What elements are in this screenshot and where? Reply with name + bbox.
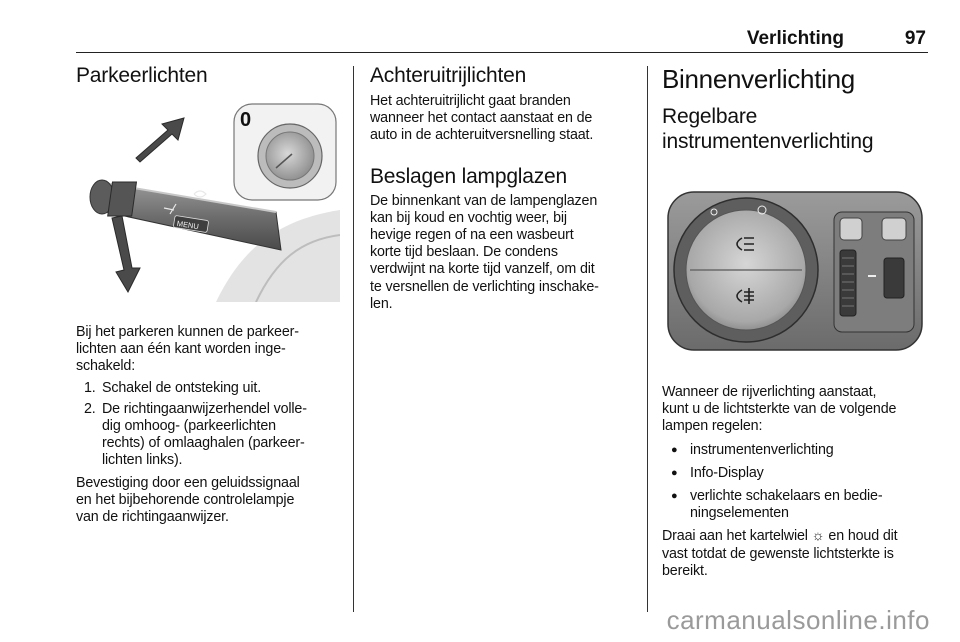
- list-item: [662, 465, 930, 482]
- confirmation-text: [76, 475, 340, 527]
- text-line: verlichte schakelaars en bedie-: [690, 488, 883, 505]
- text-line: Info-Display: [690, 464, 764, 481]
- section-heading-reverse-lights: Achteruitrijlichten: [370, 64, 527, 87]
- subheading-dimmable-instrument-lighting: [662, 104, 930, 154]
- step-number: 1.: [84, 379, 96, 396]
- arrow-down-icon: [112, 216, 140, 292]
- text-line: dig omhoog- (parkeerlichten: [102, 418, 276, 435]
- text-line: kan bij koud en vochtig weer, bij: [370, 209, 567, 226]
- text-line: en het bijbehorende controlelampje: [76, 491, 295, 508]
- text-line: Bij het parkeren kunnen de parkeer-: [76, 324, 299, 340]
- menu-button-label: MENU: [176, 218, 200, 232]
- text-line: wanneer het contact aanstaat en de: [370, 110, 593, 127]
- text-line: instrumentenverlichting: [662, 130, 874, 153]
- reverse-lights-text: [370, 93, 636, 145]
- list-item: [76, 401, 340, 470]
- section-heading-fogged-lenses: Beslagen lampglazen: [370, 164, 568, 188]
- parking-steps-list: [76, 380, 340, 470]
- text-line: Het achteruitrijlicht gaat branden: [370, 93, 571, 109]
- column-interior-lighting: [662, 62, 930, 580]
- text-line: instrumentenverlichting: [690, 441, 834, 458]
- text-line: schakeld:: [76, 358, 136, 375]
- watermark: carmanualsonline.info: [666, 605, 930, 635]
- text-line: lampen regelen:: [662, 418, 763, 435]
- page-header: [76, 28, 928, 53]
- text-line: lichten aan één kant worden inge-: [76, 341, 286, 358]
- text-line: Schakel de ontsteking uit.: [102, 379, 262, 396]
- text-line: vast totdat de gewenste lichtsterkte is: [662, 545, 894, 562]
- text-line: rechts) of omlaaghalen (parkeer-: [102, 435, 305, 452]
- text-line: hevige regen of na een wasbeurt: [370, 227, 574, 244]
- column-parking-lights: [76, 62, 340, 526]
- text-line: De richtingaanwijzerhendel volle-: [102, 400, 307, 417]
- column-divider-2: [647, 66, 648, 612]
- text-line: bereikt.: [662, 562, 708, 579]
- dimming-intro: [662, 384, 930, 436]
- dimmable-lamps-list: [662, 442, 930, 523]
- arrow-up-icon: [136, 118, 184, 162]
- list-item: [76, 380, 340, 397]
- turn-signal-lever-illustration: [76, 100, 340, 302]
- text-line: auto in de achteruitversnelling staat.: [370, 127, 594, 144]
- text-line: korte tijd beslaan. De condens: [370, 244, 558, 261]
- page-number: 97: [904, 28, 926, 49]
- text-line: ningselementen: [690, 505, 789, 522]
- text-line: verdwijnt na korte tijd vanzelf, om dit: [370, 261, 595, 278]
- position-zero-label: 0: [240, 109, 252, 131]
- thumbwheel-instruction: [662, 528, 930, 580]
- text-line: Wanneer de rijverlichting aanstaat,: [662, 384, 877, 400]
- text-line: Draai aan het kartelwiel ☼ en houd dit: [662, 528, 898, 545]
- parking-lights-intro: [76, 324, 340, 376]
- text-line: len.: [370, 295, 393, 312]
- text-line: van de richtingaanwijzer.: [76, 509, 229, 526]
- text-line: De binnenkant van de lampenglazen: [370, 192, 598, 209]
- column-reverse-lights: [370, 62, 636, 313]
- list-item: [662, 442, 930, 459]
- text-line: Bevestiging door een geluidssignaal: [76, 474, 300, 491]
- chapter-title: Verlichting: [746, 28, 844, 49]
- section-heading-interior-lighting: Binnenverlichting: [662, 64, 855, 94]
- text-line: kunt u de lichtsterkte van de volgende: [662, 401, 897, 418]
- fogged-lenses-text: [370, 193, 636, 313]
- light-switch-panel-illustration: [662, 170, 926, 370]
- section-heading-parking-lights: Parkeerlichten: [76, 64, 208, 87]
- list-item: [662, 488, 930, 522]
- text-line: lichten links).: [102, 452, 183, 469]
- step-number: 2.: [84, 400, 96, 417]
- text-line: Regelbare: [662, 105, 758, 128]
- column-divider-1: [353, 66, 354, 612]
- text-line: te versnellen de verlichting inschake-: [370, 278, 599, 295]
